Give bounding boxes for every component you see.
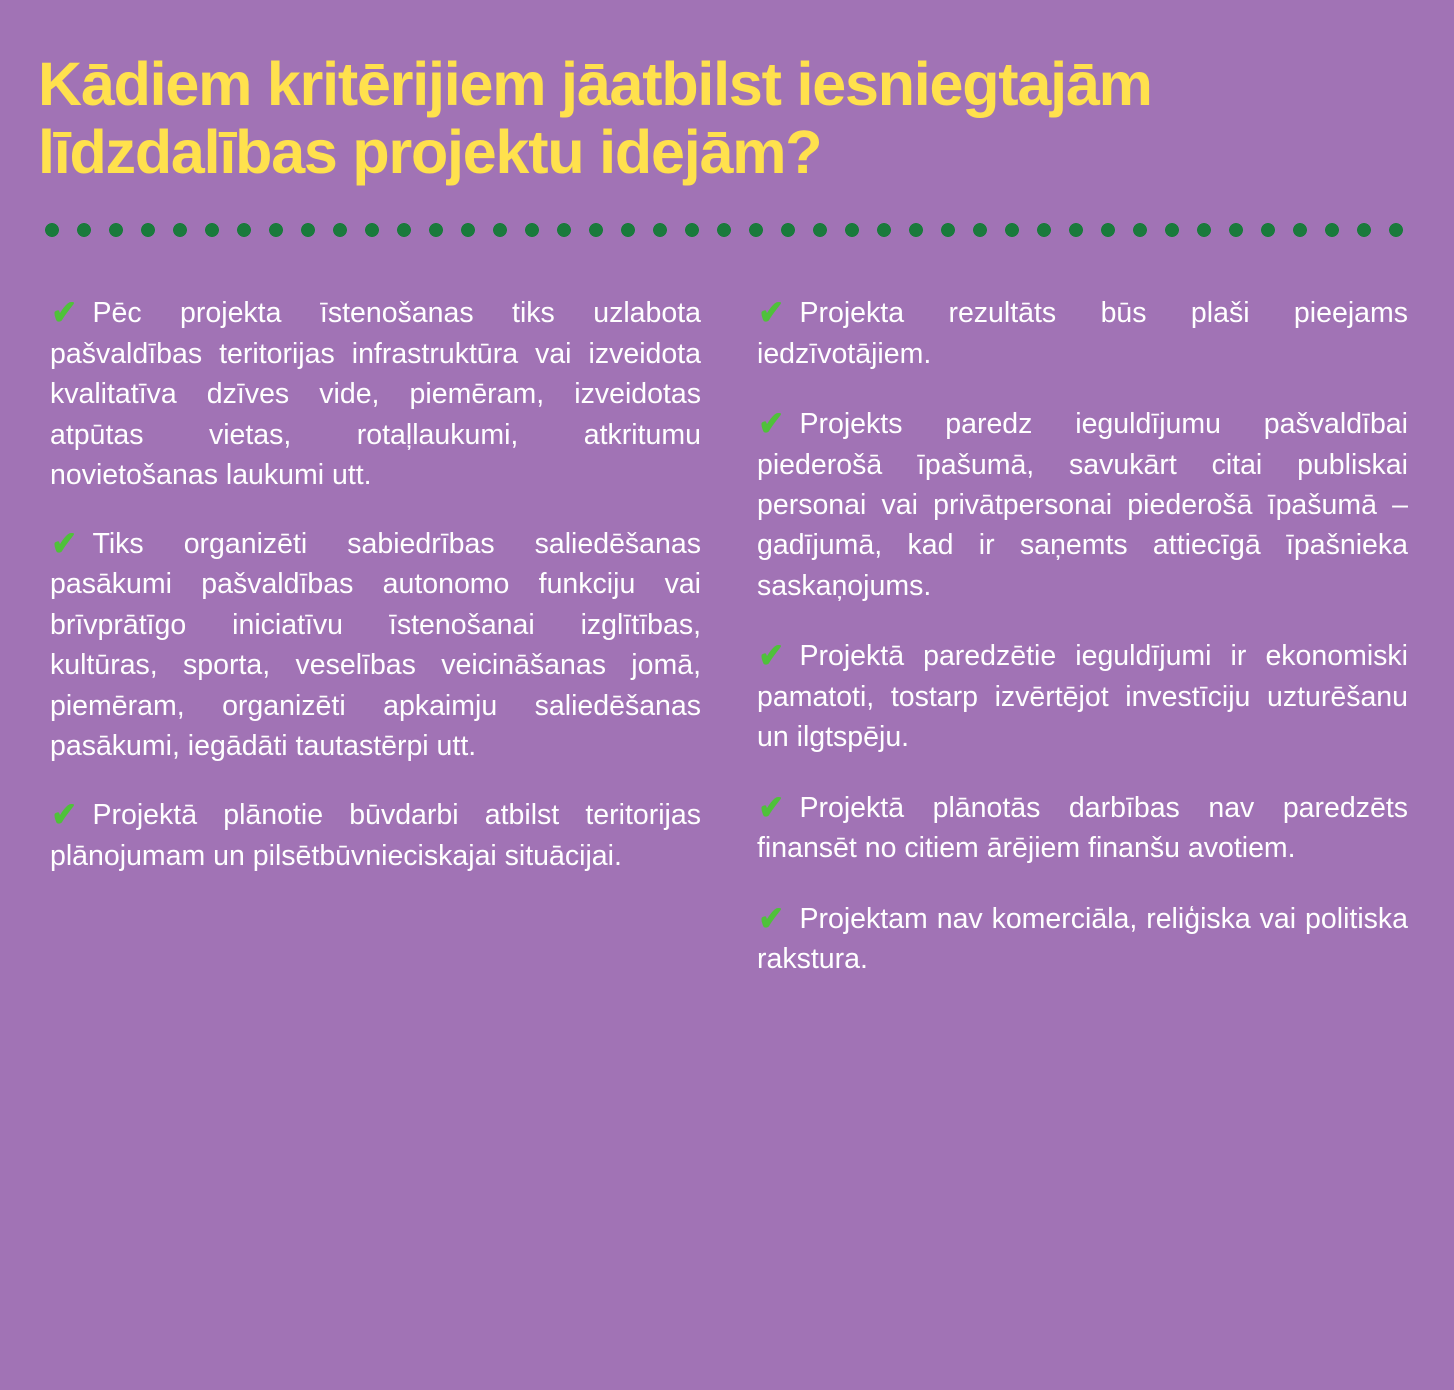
criteria-column-right <box>757 265 1408 1010</box>
list-item-text: Projektā plānotie būvdarbi atbilst teritorijas plānojumam un pilsētbūvnieciskajai situācijai. <box>50 799 701 872</box>
dotted-divider <box>36 223 1418 237</box>
check-icon: ✔ <box>758 405 785 444</box>
list-item-text: Tiks organizēti sabiedrības saliedēšanas pasākumi pašvaldības autonomo funkciju vai brīvprātīgo iniciatīvu īstenošanai izglītības, kultūras, sporta, veselības veicināšanas jomā, piemēram, organizēti apkaimju saliedēšanas pasākumi, iegādāti tautastērpi utt. <box>50 527 701 763</box>
check-icon: ✔ <box>51 524 78 563</box>
list-item <box>50 795 701 876</box>
list-item-text: Projektā plānotās darbības nav paredzēts finansēt no citiem ārējiem finanšu avotiem. <box>757 791 1408 865</box>
list-item <box>757 293 1408 374</box>
criteria-columns <box>36 265 1418 1010</box>
list-item <box>757 899 1408 980</box>
list-item <box>757 788 1408 869</box>
criteria-column-left <box>50 265 701 1010</box>
list-item <box>50 524 701 767</box>
list-item-text: Pēc projekta īstenošanas tiks uzlabota pašvaldības teritorijas infrastruktūra vai izveidota kvalitatīva dzīves vide, piemēram, izveidotas atpūtas vietas, rotaļlaukumi, atkritumu novietošanas laukumi utt. <box>50 297 701 491</box>
check-icon: ✔ <box>51 796 78 835</box>
list-item <box>50 293 701 495</box>
list-item-text: Projekta rezultāts būs plaši pieejams iedzīvotājiem. <box>757 297 1408 370</box>
check-icon: ✔ <box>758 899 785 938</box>
list-item-text: Projekts paredz ieguldījumu pašvaldībai piederošā īpašumā, savukārt citai publiskai personai vai privātpersonai piederošā īpašumā – gadījumā, kad ir saņemts attiecīgā īpašnieka saskaņojums. <box>757 408 1408 602</box>
check-icon: ✔ <box>758 788 785 827</box>
check-icon: ✔ <box>758 637 785 676</box>
list-item <box>757 636 1408 757</box>
list-item-text: Projektam nav komerciāla, reliģiska vai politiska rakstura. <box>757 902 1408 976</box>
list-item <box>757 404 1408 606</box>
list-item-text: Projektā paredzētie ieguldījumi ir ekonomiski pamatoti, tostarp izvērtējot investīciju uzturēšanu un ilgtspēju. <box>757 640 1408 754</box>
page-title: Kādiem kritērijiem jāatbilst iesniegtajām līdzdalības projektu idejām? <box>38 50 1152 187</box>
check-icon: ✔ <box>758 294 785 333</box>
check-icon: ✔ <box>51 294 78 333</box>
